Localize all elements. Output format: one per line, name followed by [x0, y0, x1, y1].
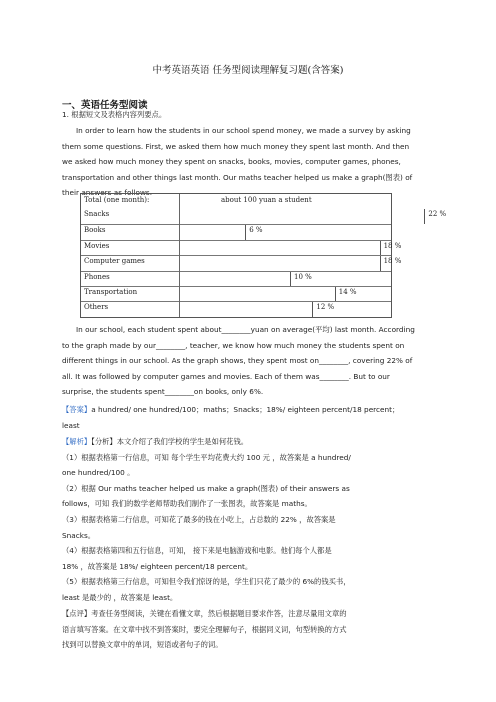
- graph-bar: [179, 225, 246, 239]
- answer-line: least: [62, 420, 80, 430]
- analysis-item: （4）根据表格第四和五行信息，可知， 接下来是电脑游戏和电影。他们每个人都是: [62, 546, 332, 556]
- graph-bar: [179, 256, 381, 270]
- graph-row-label: Phones: [84, 272, 110, 281]
- analysis-label: 【解析】: [62, 437, 92, 446]
- graph-total-label: Total (one month):: [84, 196, 150, 204]
- graph-row: [81, 301, 391, 316]
- analysis-item: （5）根据表格第三行信息，可知但令我们惊讶的是，学生们只花了最少的 6%的钱买书，: [62, 577, 351, 587]
- summary-passage: [62, 322, 440, 400]
- comment-line: 语言填写答案。在文章中找不到答案时，要完全理解句子，根据同义词，句型转换的方式: [62, 624, 347, 634]
- graph-row-label: Others: [84, 303, 109, 312]
- answer-label: 【答案】: [62, 405, 92, 414]
- summary-line: In our school, each student spent about________yuan on average(平均) last month. According: [76, 325, 415, 334]
- graph-bar: [179, 241, 381, 255]
- graph-total-value: about 100 yuan a student: [221, 196, 312, 204]
- comment-line: 【点评】考查任务型阅读，关键在看懂文章，然后根据题目要求作答，注意尽量用文章的: [62, 609, 347, 618]
- graph-bar: [179, 209, 425, 224]
- graph-row: [81, 286, 391, 301]
- graph-label-divider: [179, 194, 180, 317]
- graph-row-percent: 14 %: [338, 288, 357, 296]
- graph-row-percent: 10 %: [294, 272, 312, 281]
- graph-row-label: Snacks: [84, 210, 110, 218]
- graph-row-percent: 18 %: [383, 257, 402, 266]
- passage-line: we asked how much money they spent on snacks, books, movies, computer games, phones,: [62, 157, 401, 167]
- passage: [62, 123, 440, 201]
- answer-block: [62, 402, 440, 433]
- graph-bar: [179, 287, 336, 301]
- comment-line: 找到可以替换文章中的单词，短语或者句子的词。: [62, 640, 223, 650]
- graph-bar: [179, 302, 313, 316]
- passage-line: them some questions. First, we asked them how much money they spent last month. And then: [62, 141, 410, 151]
- graph-row-label: Transportation: [84, 288, 138, 296]
- graph-row: [81, 271, 391, 286]
- analysis-item: （2）根据 Our maths teacher helped us make a graph(图表) of their answers as: [62, 483, 350, 493]
- graph-row-percent: 18 %: [383, 241, 402, 250]
- graph-row: [81, 209, 447, 224]
- graph-bar: [179, 272, 291, 286]
- summary-line: surprise, the students spent________on books, only 6%.: [62, 387, 264, 397]
- graph-row-percent: 6 %: [249, 226, 263, 235]
- graph-row: [81, 255, 402, 270]
- analysis-line: [62, 434, 440, 450]
- passage-line: their answers as follows.: [62, 188, 153, 198]
- graph-row: [81, 240, 402, 255]
- graph-row-percent: 12 %: [316, 303, 335, 312]
- analysis-item: Snacks。: [62, 530, 96, 540]
- section-heading: 一、英语任务型阅读: [62, 100, 148, 111]
- analysis-intro: 【分析】本文介绍了我们学校的学生是如何花钱。: [91, 437, 249, 446]
- graph-row: [81, 224, 391, 239]
- summary-line: all. It was followed by computer games and movies. Each of them was________. But to our: [62, 371, 390, 381]
- analysis-block: [62, 434, 440, 606]
- graph-row-percent: 22 %: [428, 210, 447, 218]
- page-title: 中考英语英语 任务型阅读理解复习题(含答案): [152, 65, 344, 76]
- analysis-item: follows，可知 我们的数学老师帮助我们制作了一张图表，故答案是 maths。: [62, 499, 312, 509]
- spending-graph: [80, 193, 447, 318]
- analysis-item: 18% ，故答案是 18%/ eighteen percent/18 percent。: [62, 561, 253, 571]
- graph-header-row: [81, 194, 391, 208]
- answer-text: a hundred/ one hundred/100；maths；Snacks；18%/ eighteen percent/18 percent；: [91, 405, 400, 414]
- question-text: 1. 根据短文及表格内容列要点。: [62, 110, 167, 119]
- passage-line: transportation and other things last month. Our maths teacher helped us make a graph(图表) of: [62, 172, 413, 182]
- graph-row-label: Movies: [84, 241, 110, 250]
- summary-line: different things in our school. As the graph shows, they spent most on________, covering 22% of: [62, 356, 413, 366]
- summary-line: to the graph made by our________, teacher, we know how much money the students spent on: [62, 340, 405, 350]
- analysis-item: one hundred/100 。: [62, 468, 135, 478]
- analysis-item: （1）根据表格第一行信息，可知 每个学生平均花费大约 100 元 ，故答案是 a hundred/: [62, 452, 351, 462]
- graph-row-label: Books: [84, 226, 106, 235]
- graph-row-label: Computer games: [84, 257, 145, 266]
- passage-line: In order to learn how the students in our school spend money, we made a survey by asking: [76, 126, 411, 135]
- comment-block: [62, 606, 440, 653]
- analysis-item: （3）根据表格第二行信息，可知花了最多的钱在小吃上，占总数的 22% ，故答案是: [62, 514, 336, 524]
- analysis-item: least 是最少的 ，故答案是 least。: [62, 592, 178, 602]
- answer-line: [62, 402, 440, 418]
